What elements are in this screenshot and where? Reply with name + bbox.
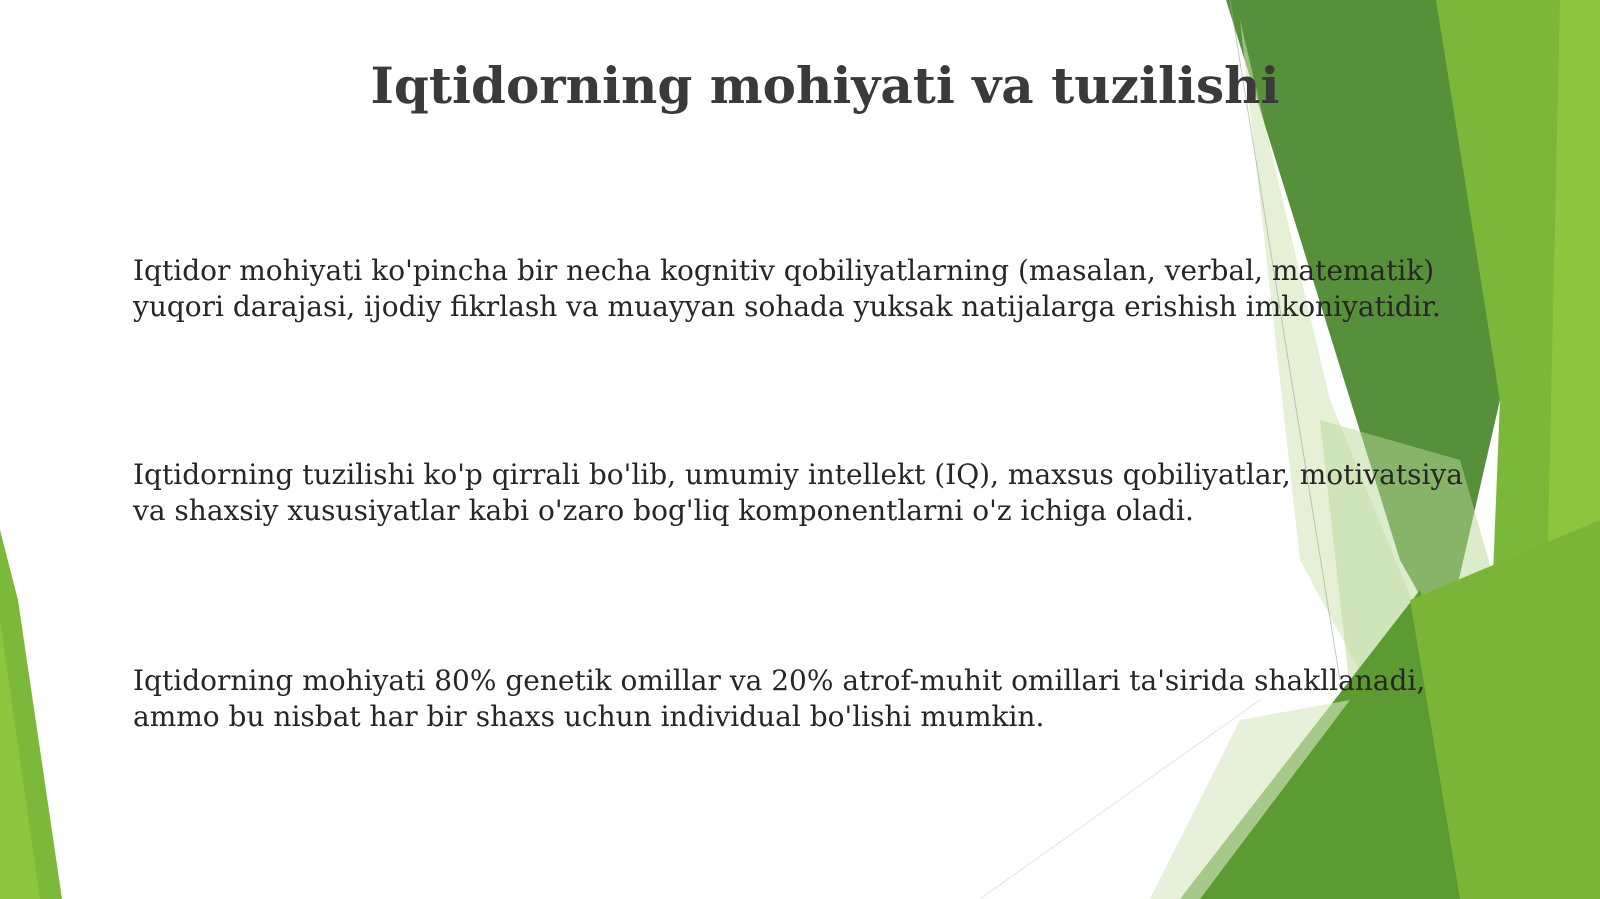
- paragraph-line: va shaxsiy xususiyatlar kabi o'zaro bog'liq komponentlarni o'z ichiga oladi.: [133, 494, 1194, 527]
- paragraph-structure: [133, 457, 1553, 529]
- slide-title: Iqtidorning mohiyati va tuzilishi: [370, 56, 1280, 115]
- paragraph-factors: [133, 663, 1553, 735]
- paragraph-essence: [133, 253, 1553, 325]
- paragraph-line: ammo bu nisbat har bir shaxs uchun individual bo'lishi mumkin.: [133, 700, 1045, 733]
- paragraph-line: Iqtidor mohiyati ko'pincha bir necha kognitiv qobiliyatlarning (masalan, verbal, matematik): [133, 254, 1435, 287]
- paragraph-line: Iqtidorning tuzilishi ko'p qirrali bo'lib, umumiy intellekt (IQ), maxsus qobiliyatlar, motivatsiya: [133, 458, 1463, 491]
- paragraph-line: Iqtidorning mohiyati 80% genetik omillar va 20% atrof-muhit omillari ta'sirida shakllanadi,: [133, 664, 1426, 697]
- paragraph-line: yuqori darajasi, ijodiy fikrlash va muayyan sohada yuksak natijalarga erishish imkoniyatidir.: [133, 290, 1441, 323]
